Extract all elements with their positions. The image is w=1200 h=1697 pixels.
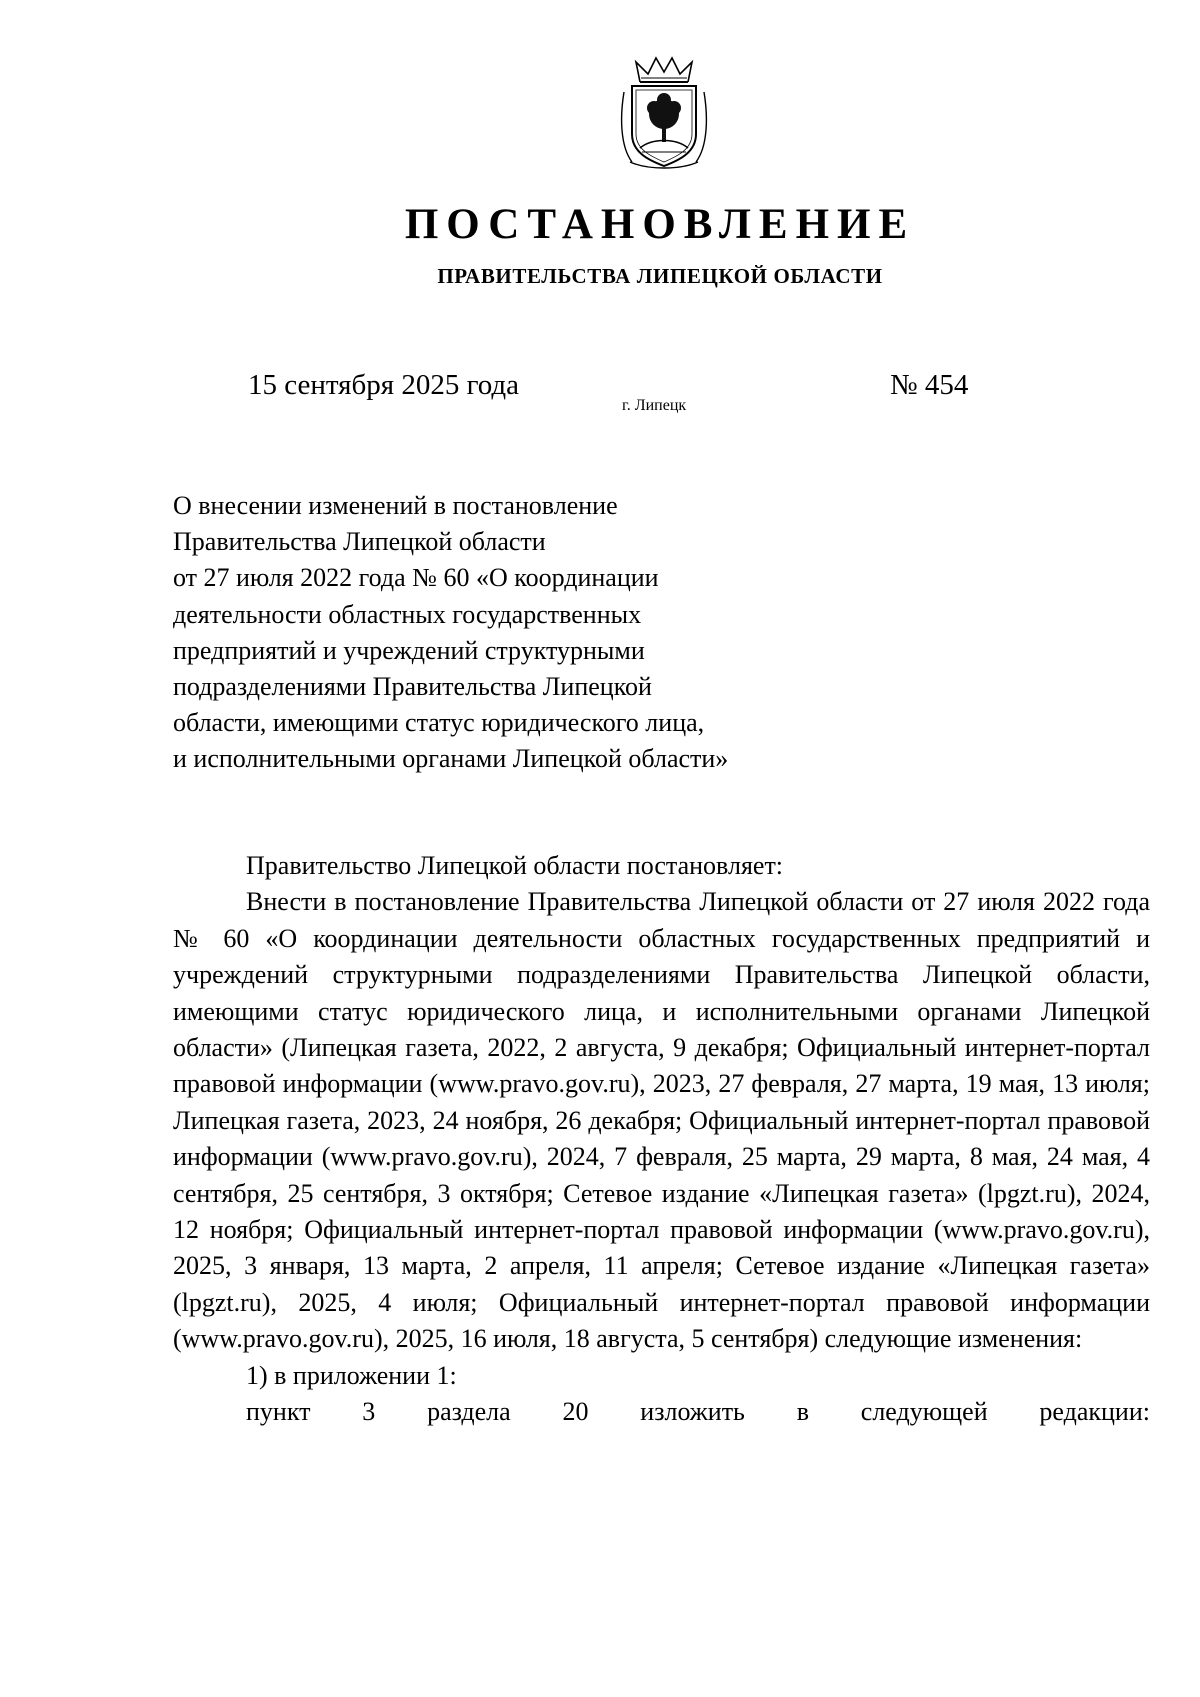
title-line: подразделениями Правительства Липецкой <box>173 672 652 702</box>
document-city: г. Липецк <box>622 397 687 414</box>
title-line: Правительства Липецкой области <box>173 527 546 557</box>
title-line: деятельности областных государственных <box>173 599 642 629</box>
item-text-paragraph: пункт 3 раздела 20 изложить в следующей редакции: <box>246 1397 1150 1427</box>
document-date: 15 сентября 2025 года <box>248 369 520 401</box>
document-body <box>173 848 1150 1431</box>
main-paragraph: Внести в постановление Правительства Липецкой области от 27 июля 2022 года № 60 «О координации деятельности областных государственных предприятий и учреждений структурными подразделениями Правительства Липецкой области, имеющими статус юридического лица, и исполнительными органами Липецкой области» (Липецкая газета, 2022, 2 августа, 9 декабря; Официальный интернет-портал правовой информации (www.pravo.gov.ru), 2023, 27 февраля, 27 марта, 19 мая, 13 июля; Липецкая газета, 2023, 24 ноября, 26 декабря; Официальный интернет-портал правовой информации (www.pravo.gov.ru), 2024, 7 февраля, 25 марта, 29 марта, 8 мая, 24 мая, 4 сентября, 25 сентября, 3 октября; Сетевое издание «Липецкая газета» (lpgzt.ru), 2024, 12 ноября; Официальный интернет-портал правовой информации (www.pravo.gov.ru), 2025, 3 января, 13 марта, 2 апреля, 11 апреля; Сетевое издание «Липецкая газета» (lpgzt.ru), 2025, 4 июля; Официальный интернет-портал правовой информации (www.pravo.gov.ru), 2025, 16 июля, 18 августа, 5 сентября) следующие изменения: <box>173 887 1150 1354</box>
title-line: и исполнительными органами Липецкой области» <box>173 744 729 774</box>
issuing-organization: ПРАВИТЕЛЬСТВА ЛИПЕЦКОЙ ОБЛАСТИ <box>437 264 883 288</box>
item-paragraph: 1) в приложении 1: <box>246 1360 457 1390</box>
title-line: предприятий и учреждений структурными <box>173 635 645 665</box>
title-line: О внесении изменений в постановление <box>173 491 618 520</box>
coat-of-arms-icon <box>618 56 710 176</box>
document-number: № 454 <box>890 369 969 401</box>
preamble-paragraph: Правительство Липецкой области постановляет: <box>246 851 784 880</box>
document-title <box>173 488 813 778</box>
title-line: от 27 июля 2022 года № 60 «О координации <box>173 563 659 593</box>
title-line: области, имеющими статус юридического лица, <box>173 708 705 738</box>
document-type-heading: ПОСТАНОВЛЕНИЕ <box>404 201 916 248</box>
